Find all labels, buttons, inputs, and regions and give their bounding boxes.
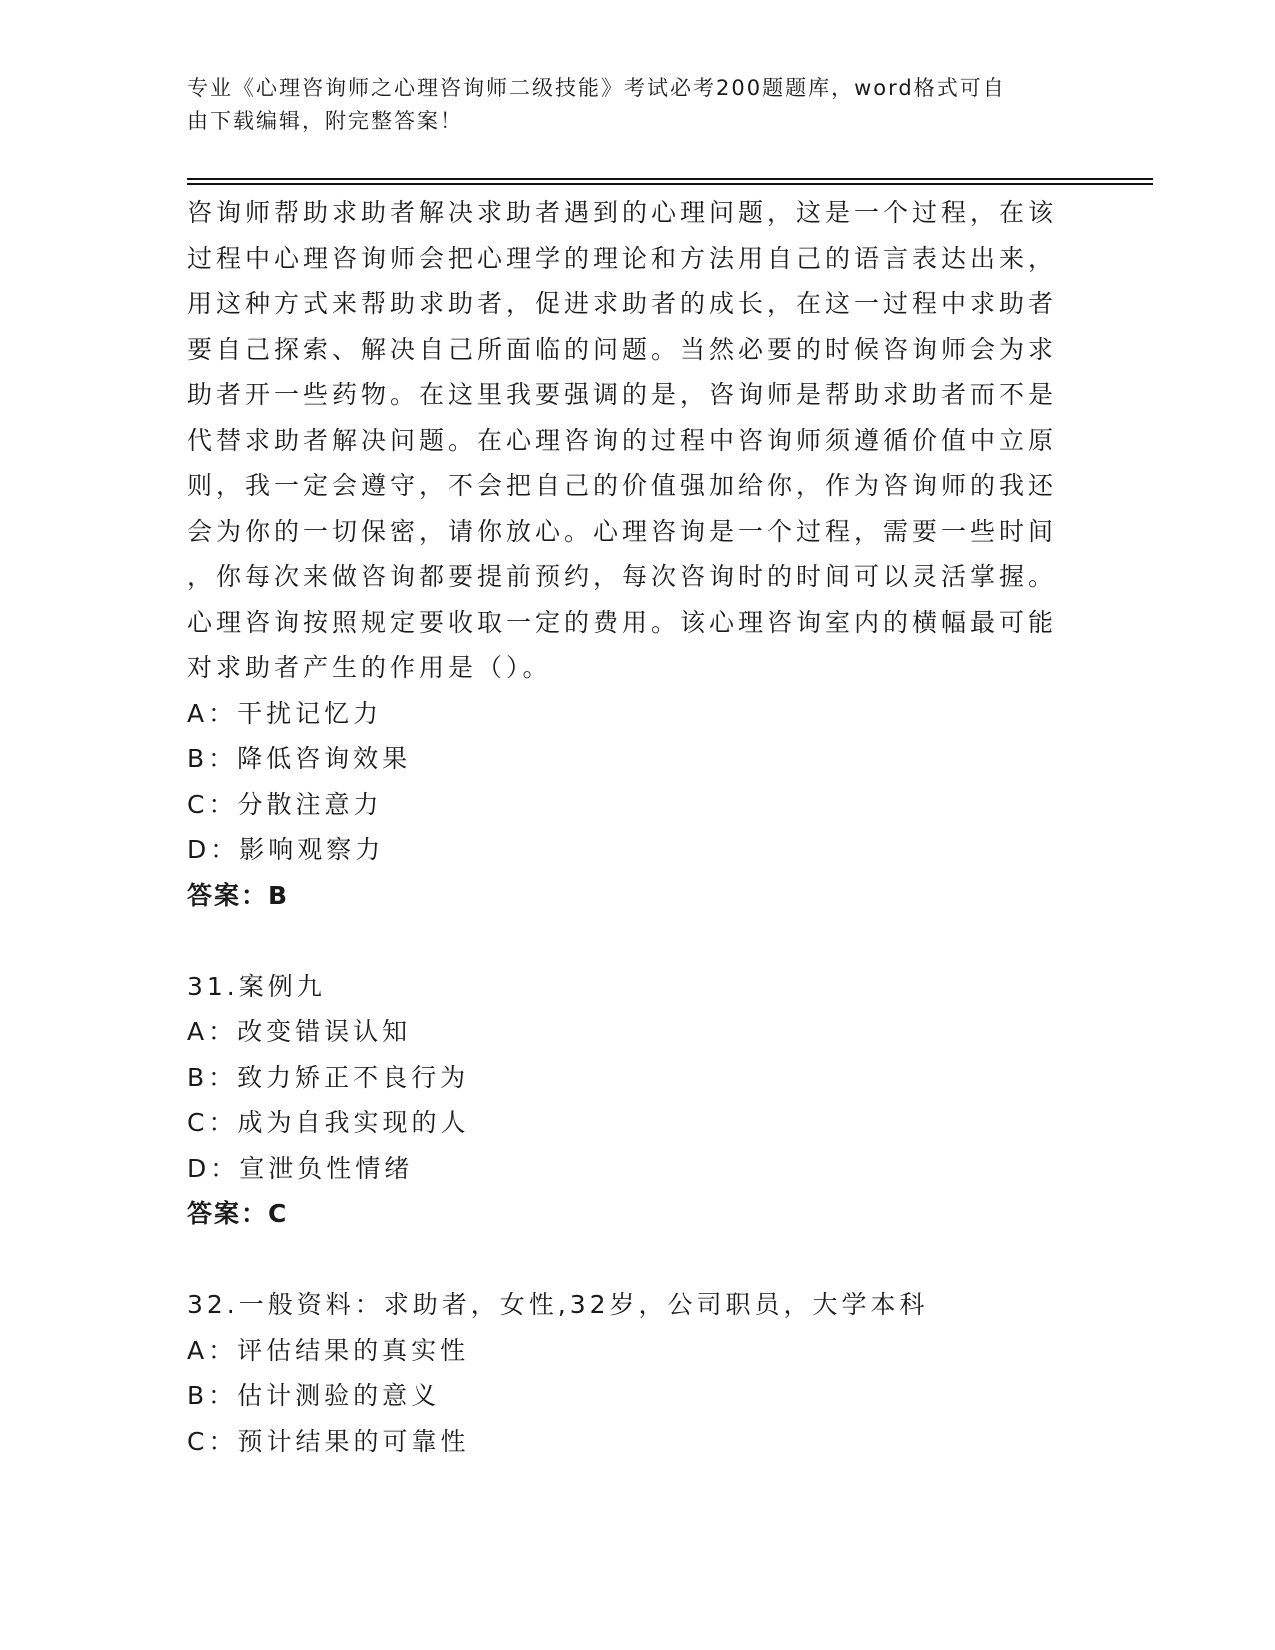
- question-stem-line: 心理咨询按照规定要收取一定的费用。该心理咨询室内的横幅最可能: [187, 607, 1058, 637]
- question-title: 32.一般资料：求助者，女性,32岁，公司职员，大学本科: [187, 1290, 929, 1319]
- header-divider-top: [187, 178, 1153, 180]
- question-stem-line: 会为你的一切保密，请你放心。心理咨询是一个过程，需要一些时间: [187, 516, 1058, 546]
- option-a: A：评估结果的真实性: [187, 1335, 470, 1365]
- option-d: D：宣泄负性情绪: [187, 1153, 414, 1183]
- header-divider-bottom: [187, 183, 1153, 185]
- question-stem-line: 则，我一定会遵守，不会把自己的价值强加给你，作为咨询师的我还: [187, 471, 1058, 500]
- question-stem-line: ，你每次来做咨询都要提前预约，每次咨询时的时间可以灵活掌握。: [187, 562, 1058, 591]
- option-c: C：分散注意力: [187, 789, 383, 819]
- option-a: A：改变错误认知: [187, 1017, 412, 1046]
- document-body: [187, 190, 1067, 1464]
- question-title: 31.案例九: [187, 971, 326, 1001]
- option-a: A：干扰记忆力: [187, 698, 383, 728]
- question-stem-line: 对求助者产生的作用是（）。: [187, 653, 552, 682]
- answer-label: 答案：B: [187, 880, 290, 910]
- question-stem-line: 咨询师帮助求助者解决求助者遇到的心理问题，这是一个过程，在该: [187, 198, 1058, 227]
- question-31: [187, 964, 1067, 1237]
- option-c: C：预计结果的可靠性: [187, 1426, 470, 1456]
- question-stem-line: 代替求助者解决问题。在心理咨询的过程中咨询师须遵循价值中立原: [187, 425, 1058, 455]
- question-stem-line: 用这种方式来帮助求助者，促进求助者的成长，在这一过程中求助者: [187, 289, 1058, 318]
- option-d: D：影响观察力: [187, 835, 385, 864]
- option-b: B：降低咨询效果: [187, 744, 412, 773]
- header-line-2: 由下载编辑，附完整答案！: [187, 109, 463, 133]
- question-stem-line: 过程中心理咨询师会把心理学的理论和方法用自己的语言表达出来，: [187, 243, 1058, 273]
- question-stem-line: 助者开一些药物。在这里我要强调的是，咨询师是帮助求助者而不是: [187, 380, 1058, 409]
- question-stem-line: 要自己探索、解决自己所面临的问题。当然必要的时候咨询师会为求: [187, 334, 1058, 364]
- question-30: [187, 190, 1067, 918]
- answer-label: 答案：C: [187, 1199, 289, 1228]
- spacer: [187, 918, 1067, 964]
- question-32: [187, 1282, 1067, 1464]
- option-b: B：致力矫正不良行为: [187, 1062, 470, 1092]
- header-line-1: 专业《心理咨询师之心理咨询师二级技能》考试必考200题题库，word格式可自: [187, 76, 1006, 100]
- option-b: B：估计测验的意义: [187, 1381, 441, 1410]
- spacer: [187, 1237, 1067, 1283]
- option-c: C：成为自我实现的人: [187, 1108, 470, 1137]
- document-header: [187, 72, 1067, 138]
